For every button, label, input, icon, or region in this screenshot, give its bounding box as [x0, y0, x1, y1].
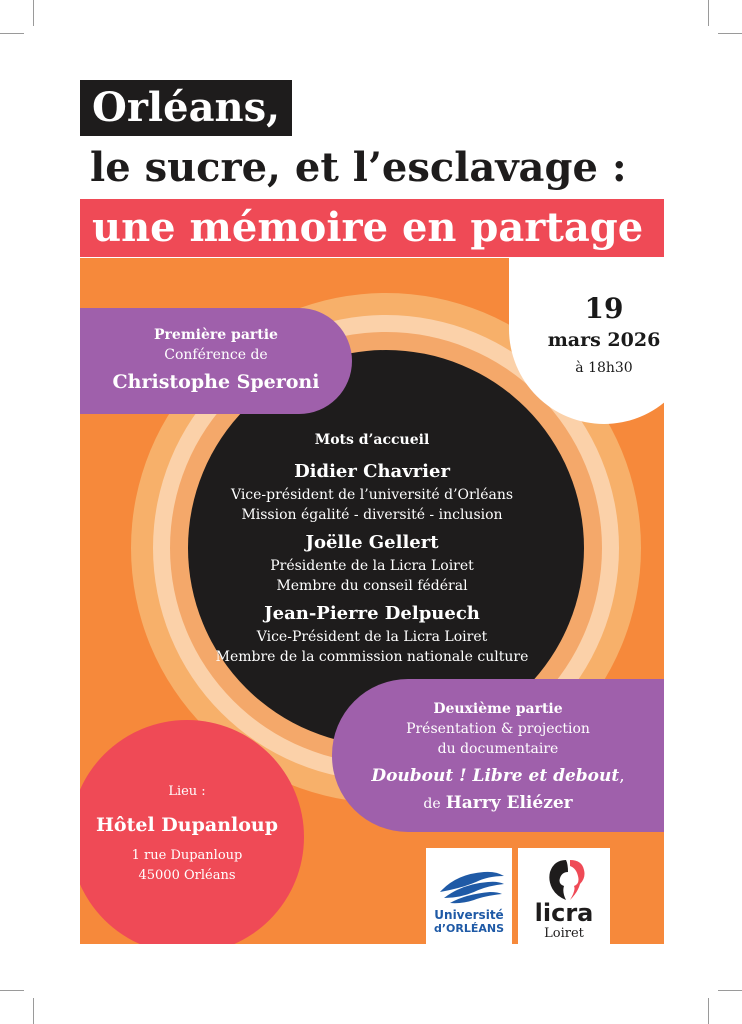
- part2-pill: [332, 679, 664, 832]
- crop-mark: [718, 33, 742, 34]
- part2-line2: du documentaire: [437, 741, 559, 757]
- part2-line1: Présentation & projection: [406, 721, 590, 737]
- part2-heading: Deuxième partie: [433, 701, 563, 717]
- crop-mark: [708, 0, 709, 26]
- universite-logo-line2: d’ORLÉANS: [433, 922, 505, 935]
- location-venue: Hôtel Dupanloup: [95, 814, 278, 836]
- speaker-role: Vice-Président de la Licra Loiret: [256, 629, 488, 645]
- crop-mark: [0, 990, 24, 991]
- welcome-heading: Mots d’accueil: [314, 432, 430, 448]
- speaker-role: Vice-président de l’université d’Orléans: [230, 487, 514, 503]
- speaker-role: Membre de la commission nationale culture: [215, 649, 529, 665]
- title-line-3: une mémoire en partage: [80, 199, 664, 257]
- director-line: [332, 790, 664, 817]
- title-line-2: le sucre, et l’esclavage :: [90, 144, 627, 191]
- speaker-role: Mission égalité - diversité - inclusion: [241, 507, 503, 523]
- speaker-name: Joëlle Gellert: [305, 532, 439, 553]
- speaker-name: Didier Chavrier: [294, 461, 450, 482]
- licra-logo-region: Loiret: [544, 926, 584, 941]
- location-street: 1 rue Dupanloup: [131, 848, 243, 863]
- welcome-block: [80, 428, 664, 667]
- film-title-line: [332, 762, 664, 790]
- universite-logo-line1: Université: [434, 908, 504, 922]
- speaker-name: Jean-Pierre Delpuech: [264, 603, 480, 624]
- part1-subheading: Conférence de: [164, 347, 268, 363]
- date-time: à 18h30: [575, 360, 633, 376]
- film-title-comma: ,: [619, 766, 625, 786]
- date-day: 19: [584, 292, 624, 325]
- licra-logo: [518, 848, 610, 944]
- director-by: de: [423, 796, 441, 812]
- crop-mark: [718, 990, 742, 991]
- director-name: Harry Eliézer: [445, 793, 573, 813]
- crop-mark: [33, 0, 34, 26]
- universite-orleans-logo: [426, 848, 512, 944]
- speaker-role: Présidente de la Licra Loiret: [270, 558, 474, 574]
- licra-logo-name: licra: [534, 899, 594, 927]
- location-label: Lieu :: [168, 784, 206, 799]
- part1-pill: [80, 308, 352, 414]
- speaker-role: Membre du conseil fédéral: [276, 578, 468, 594]
- part1-heading: Première partie: [154, 327, 278, 343]
- crop-mark: [33, 998, 34, 1024]
- crop-mark: [0, 33, 24, 34]
- title-line-1: Orléans,: [80, 80, 292, 136]
- poster-panel: [80, 258, 664, 944]
- crop-mark: [708, 998, 709, 1024]
- location-city: 45000 Orléans: [138, 868, 236, 883]
- date-month-year: mars 2026: [547, 329, 661, 351]
- film-title: Doubout ! Libre et debout: [371, 766, 620, 786]
- part1-speaker: Christophe Speroni: [112, 371, 320, 393]
